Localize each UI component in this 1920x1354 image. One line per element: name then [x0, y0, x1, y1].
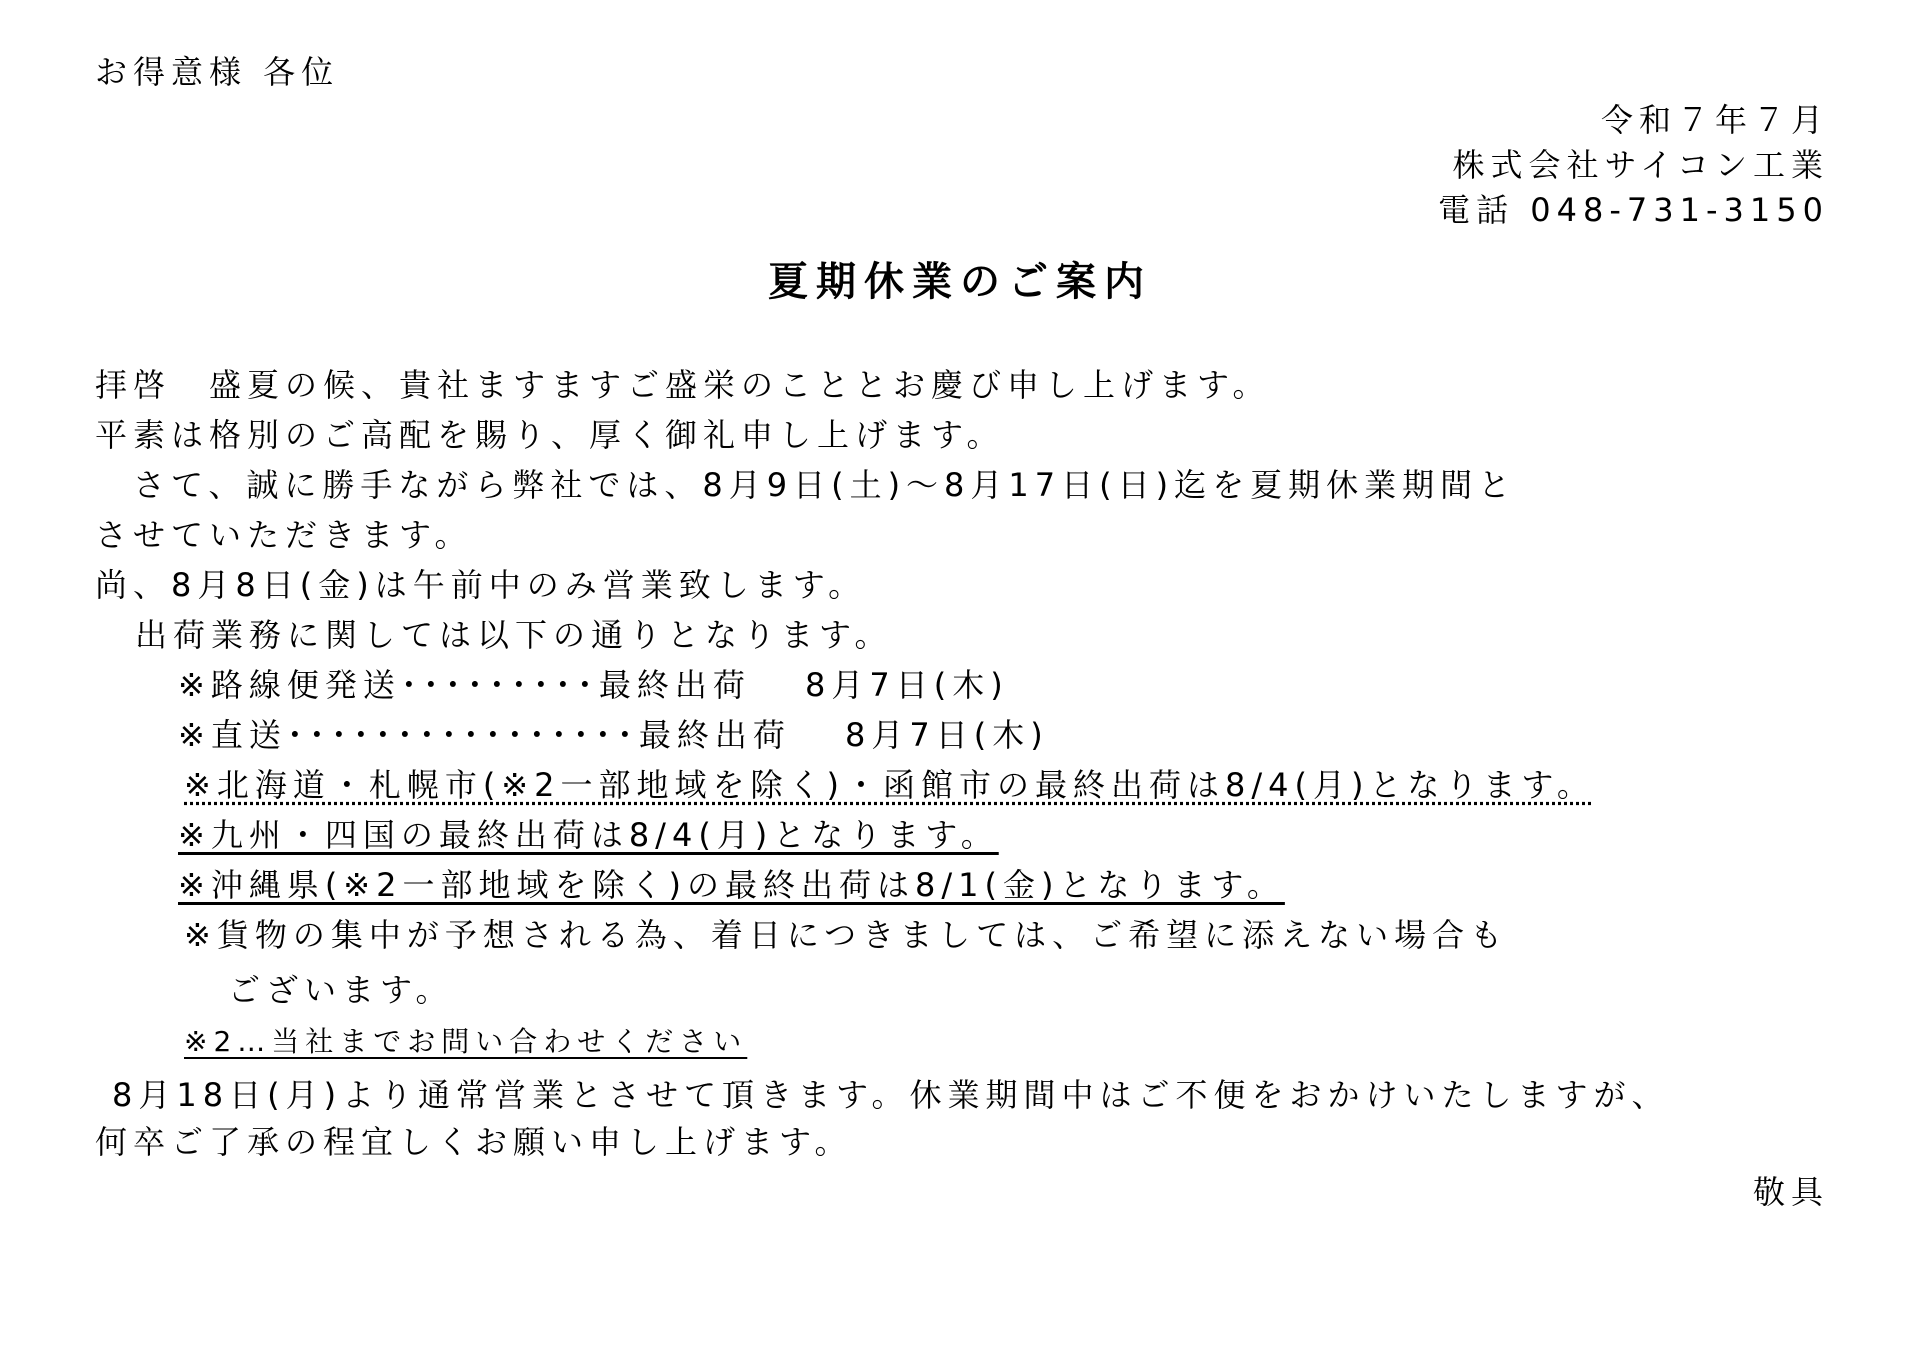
page-title: 夏期休業のご案内	[768, 259, 1152, 305]
shipping-kyushu-note: ※九州・四国の最終出荷は8/4(月)となります。	[178, 816, 999, 854]
shipping-okinawa-note: ※沖縄県(※2一部地域を除く)の最終出荷は8/1(金)となります。	[178, 866, 1285, 904]
closing-line-2: 何卒ご了承の程宜しくお願い申し上げます。	[95, 1123, 853, 1161]
shipping-concentration-note: ※貨物の集中が予想される為、着日につきましては、ご希望に添えない場合も	[184, 916, 1509, 954]
addressee: お得意様 各位	[95, 53, 340, 91]
inquiry-note: ※2…当社までお問い合わせください	[184, 1025, 748, 1058]
issue-date: 令和７年７月	[1600, 101, 1829, 139]
body-line-3: さて、誠に勝手ながら弊社では、8月9日(土)～8月17日(日)迄を夏期休業期間と	[95, 466, 1517, 504]
body-line-2: 平素は格別のご高配を賜り、厚く御礼申し上げます。	[95, 416, 1005, 454]
body-line-5: 尚、8月8日(金)は午前中のみ営業致します。	[95, 566, 867, 604]
shipping-concentration-note-cont: ございます。	[228, 971, 454, 1009]
greeting-line: 拝啓 盛夏の候、貴社ますますご盛栄のこととお慶び申し上げます。	[95, 366, 1271, 404]
body-line-6: 出荷業務に関しては以下の通りとなります。	[135, 616, 893, 654]
shipping-direct-item: ※直送････････････････最終出荷 8月7日(木)	[178, 716, 1049, 754]
shipping-route-item: ※路線便発送･････････最終出荷 8月7日(木)	[178, 666, 1009, 704]
closing-sign: 敬具	[1752, 1173, 1829, 1211]
body-line-4: させていただきます。	[95, 516, 473, 554]
company-phone: 電話 048-731-3150	[1438, 191, 1829, 229]
company-name: 株式会社サイコン工業	[1452, 146, 1829, 184]
closing-line-1: 8月18日(月)より通常営業とさせて頂きます。休業期間中はご不便をおかけいたしますが、	[112, 1076, 1670, 1114]
shipping-hokkaido-note: ※北海道・札幌市(※2一部地域を除く)・函館市の最終出荷は8/4(月)となります。	[184, 766, 1595, 804]
